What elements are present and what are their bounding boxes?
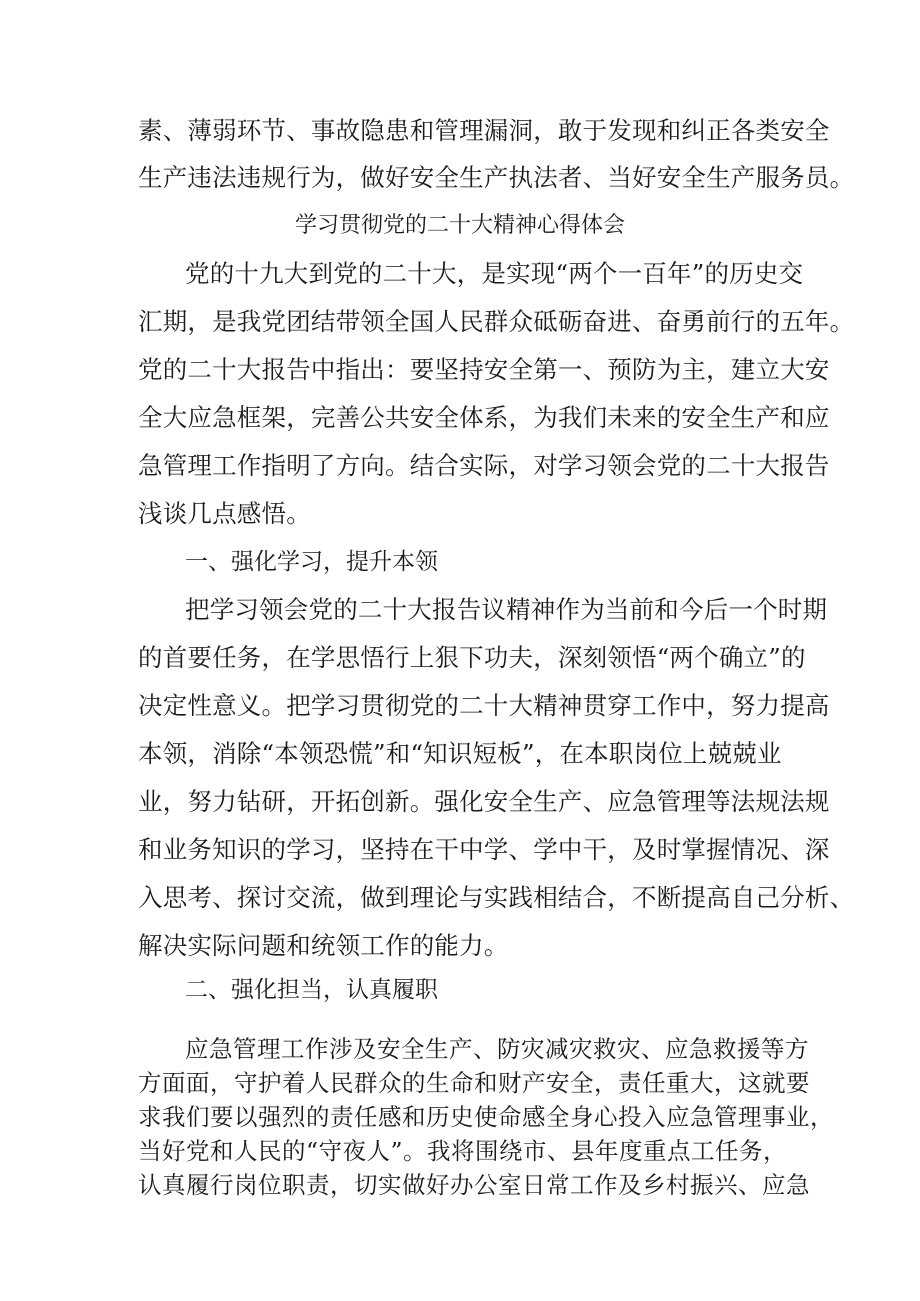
section-heading: 一、强化学习，提升本领 — [185, 549, 438, 575]
paragraph-line: 党的十九大到党的二十大，是实现“两个一百年”的历史交 — [185, 259, 804, 288]
paragraph-line: 党的二十大报告中指出：要坚持安全第一、预防为主，建立大安 — [138, 355, 830, 384]
paragraph-line: 入思考、探讨交流，做到理论与实践相结合，不断提高自己分析、 — [138, 883, 855, 912]
paragraph-line: 当好党和人民的“守夜人”。我将围绕市、县年度重点工任务， — [138, 1137, 788, 1165]
intro-line: 素、薄弱环节、事故隐患和管理漏洞，敢于发现和纠正各类安全 — [138, 116, 830, 145]
paragraph-line: 浅谈几点感悟。 — [138, 499, 311, 528]
intro-line: 生产违法违规行为，做好安全生产执法者、当好安全生产服务员。 — [138, 163, 855, 192]
paragraph-line: 方面面，守护着人民群众的生命和财产安全，责任重大，这就要 — [138, 1069, 810, 1097]
paragraph-line: 求我们要以强烈的责任感和历史使命感全身心投入应急管理事业， — [138, 1103, 834, 1131]
paragraph-line: 决定性意义。把学习贯彻党的二十大精神贯穿工作中，努力提高 — [138, 691, 830, 720]
paragraph-line: 的首要任务，在学思悟行上狠下功夫，深刻领悟“两个确立”的 — [138, 643, 806, 672]
section-heading: 二、强化担当，认真履职 — [185, 977, 438, 1003]
paragraph-line: 本领，消除“本领恐慌”和“知识短板”，在本职岗位上兢兢业 — [138, 739, 782, 768]
paragraph-line: 汇期，是我党团结带领全国人民群众砥砺奋进、奋勇前行的五年。 — [138, 307, 855, 336]
paragraph-line: 业，努力钻研，开拓创新。强化安全生产、应急管理等法规法规 — [138, 787, 830, 816]
paragraph-line: 把学习领会党的二十大报告议精神作为当前和今后一个时期 — [185, 595, 828, 624]
paragraph-line: 解决实际问题和统领工作的能力。 — [138, 931, 509, 960]
paragraph-line: 应急管理工作涉及安全生产、防灾减灾救灾、应急救援等方 — [185, 1035, 809, 1063]
paragraph-line: 认真履行岗位职责，切实做好办公室日常工作及乡村振兴、应急 — [138, 1171, 810, 1199]
paragraph-line: 和业务知识的学习，坚持在干中学、学中干，及时掌握情况、深 — [138, 835, 830, 864]
paragraph-line: 全大应急框架，完善公共安全体系，为我们未来的安全生产和应 — [138, 403, 830, 432]
paragraph-line: 急管理工作指明了方向。结合实际，对学习领会党的二十大报告 — [138, 451, 830, 480]
document-title: 学习贯彻党的二十大精神心得体会 — [294, 213, 625, 238]
